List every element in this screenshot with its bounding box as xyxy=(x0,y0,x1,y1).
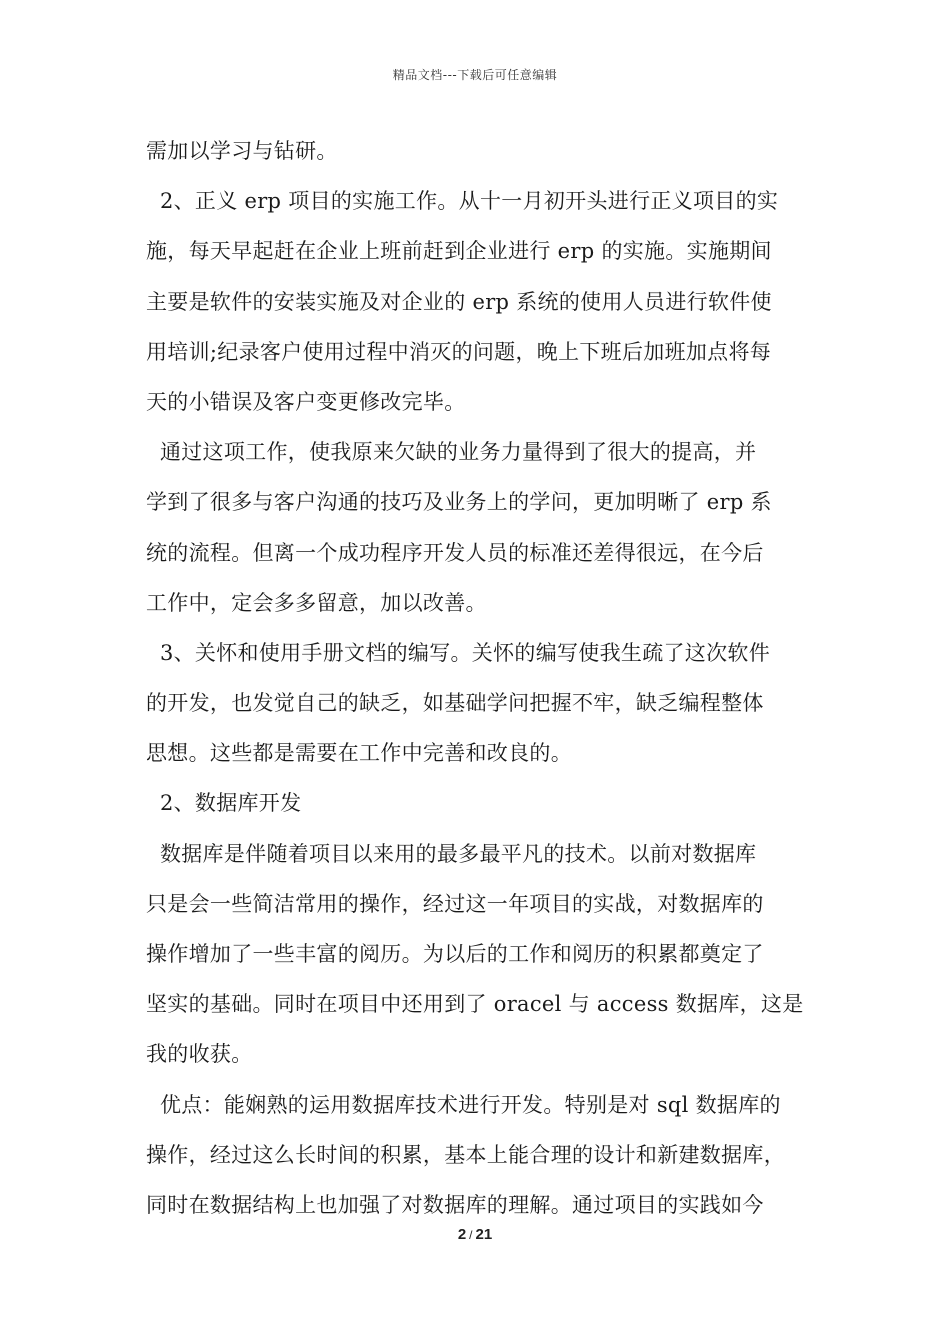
text-line: 3、关怀和使用手册文档的编写。关怀的编写使我生疏了这次软件 xyxy=(146,640,771,665)
page-header: 精品文档---下载后可任意编辑 xyxy=(392,68,558,82)
text-line: 天的小错误及客户变更修改完毕。 xyxy=(146,389,466,414)
text-line: 统的流程。但离一个成功程序开发人员的标准还差得很远，在今后 xyxy=(146,540,764,565)
text-line: 操作增加了一些丰富的阅历。为以后的工作和阅历的积累都奠定了 xyxy=(146,942,764,966)
text-line: 同时在数据结构上也加强了对数据库的理解。通过项目的实践如今 xyxy=(146,1192,764,1217)
text-line: 思想。这些都是需要在工作中完善和改良的。 xyxy=(146,741,572,766)
text-line: 用培训;纪录客户使用过程中消灭的问题，晚上下班后加班加点将每 xyxy=(146,339,772,364)
text-line: 优点：能娴熟的运用数据库技术进行开发。特别是对 sql 数据库的 xyxy=(146,1092,781,1117)
section-heading: 2、数据库开发 xyxy=(146,791,302,816)
current-page-number: 2 xyxy=(457,1226,467,1243)
page-number xyxy=(0,1226,950,1243)
text-line: 的开发，也发觉自己的缺乏，如基础学问把握不牢，缺乏编程整体 xyxy=(146,691,764,716)
text-line: 施，每天早起赶在企业上班前赶到企业进行 erp 的实施。实施期间 xyxy=(146,239,772,264)
text-line: 学到了很多与客户沟通的技巧及业务上的学问，更加明晰了 erp 系 xyxy=(146,490,772,515)
text-line: 操作，经过这么长时间的积累，基本上能合理的设计和新建数据库， xyxy=(146,1142,785,1167)
text-line: 工作中，定会多多留意，加以改善。 xyxy=(146,590,487,615)
page-separator: / xyxy=(469,1228,473,1242)
total-pages-number: 21 xyxy=(475,1226,493,1243)
text-line: 2、正义 erp 项目的实施工作。从十一月初开头进行正义项目的实 xyxy=(146,189,779,214)
text-line: 我的收获。 xyxy=(146,1042,253,1067)
text-line: 数据库是伴随着项目以来用的最多最平凡的技术。以前对数据库 xyxy=(146,841,757,866)
text-line: 通过这项工作，使我原来欠缺的业务力量得到了很大的提高，并 xyxy=(146,440,757,465)
text-line: 主要是软件的安装实施及对企业的 erp 系统的使用人员进行软件使 xyxy=(146,289,772,314)
document-body xyxy=(146,126,818,1230)
text-line: 需加以学习与钻研。 xyxy=(146,139,338,163)
text-line: 只是会一些简洁常用的操作，经过这一年项目的实战，对数据库的 xyxy=(146,891,764,916)
text-line: 坚实的基础。同时在项目中还用到了 oracel 与 access 数据库，这是 xyxy=(146,992,804,1017)
